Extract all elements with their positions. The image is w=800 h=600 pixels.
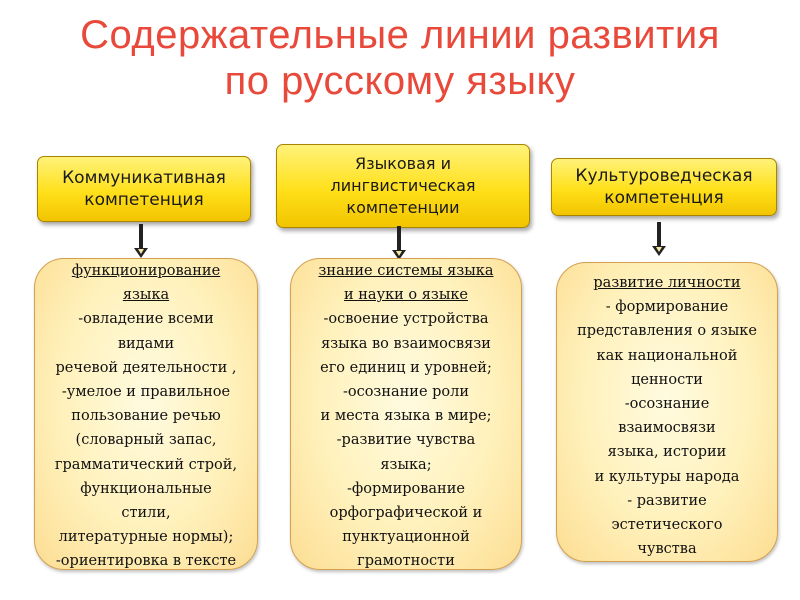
box-line: и культуры народа <box>594 468 740 485</box>
box-line: и места языка в мире; <box>320 408 492 425</box>
box-line: грамотности <box>357 553 455 570</box>
box-line: и науки о языке <box>343 287 469 304</box>
box-line: орфографической и <box>329 505 483 522</box>
header-line: Коммуникативная <box>62 168 226 188</box>
header-line: Языковая и <box>354 154 452 173</box>
down-arrow-icon <box>134 224 148 262</box>
box-line: функциональные <box>80 480 212 497</box>
box-line: -умелое и правильное <box>61 384 231 401</box>
box-line: функционирование <box>71 263 221 279</box>
box-line: (словарный запас, <box>75 432 217 449</box>
box-line: знание системы языка <box>318 263 494 279</box>
down-arrow-icon <box>652 222 666 260</box>
box-line: видами <box>117 335 175 352</box>
content-box-communicative <box>34 258 258 570</box>
box-line: -развитие чувства <box>336 432 476 449</box>
header-line: компетенция <box>84 190 204 210</box>
box-line: -формирование <box>347 480 465 497</box>
box-line: языка во взаимосвязи <box>321 335 491 352</box>
box-line: -овладение всеми <box>78 311 214 328</box>
box-line: стили, <box>121 505 171 522</box>
box-line: пунктуационной <box>342 529 470 546</box>
box-line: - формирование <box>605 299 729 316</box>
box-line: развитие личности <box>593 275 741 291</box>
box-line: как национальной <box>596 347 738 364</box>
header-line: компетенции <box>346 198 460 217</box>
box-line: литературные нормы); <box>58 529 234 546</box>
title-line-2: по русскому языку <box>224 59 576 103</box>
header-cultural <box>551 158 777 216</box>
box-line: языка; <box>380 456 432 473</box>
box-line: взаимосвязи <box>618 420 716 437</box>
box-line: представления о языке <box>577 323 757 340</box>
box-line: грамматический строй, <box>54 456 238 473</box>
slide-title <box>0 12 800 104</box>
box-line: пользование речью <box>71 408 221 425</box>
box-line: -осознание <box>624 396 710 413</box>
box-line: -ориентировка в тексте <box>55 553 237 570</box>
box-line: его единиц и уровней; <box>320 359 492 376</box>
header-communicative <box>37 156 251 222</box>
title-line-1: Содержательные линии развития <box>80 13 720 57</box>
box-line: ценности <box>631 371 703 388</box>
header-line: компетенция <box>604 188 724 208</box>
box-line: эстетического <box>611 517 723 534</box>
header-line: Культуроведческая <box>575 166 753 186</box>
box-line: языка <box>122 287 170 304</box>
header-linguistic <box>276 144 530 228</box>
box-line: речевой деятельности , <box>55 359 237 376</box>
box-line: -освоение устройства <box>323 311 489 328</box>
content-box-linguistic <box>290 258 522 570</box>
content-box-cultural <box>556 262 778 562</box>
header-line: лингвистическая <box>330 176 476 195</box>
box-line: языка, истории <box>607 444 727 461</box>
box-line: -осознание роли <box>342 384 470 401</box>
box-line: - развитие <box>627 492 707 509</box>
box-line: чувства <box>637 541 697 558</box>
